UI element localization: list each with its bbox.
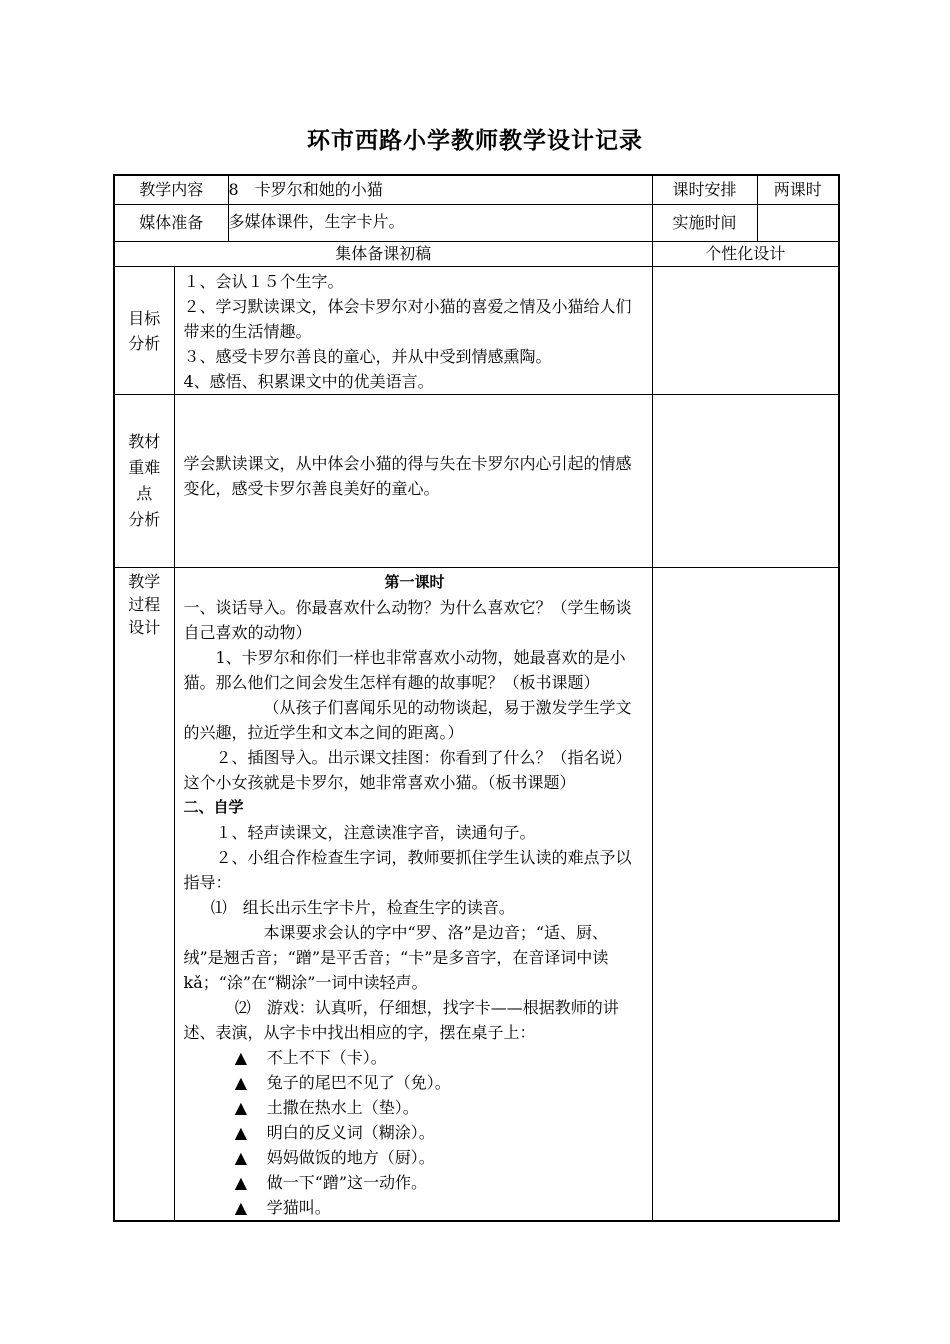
time-value <box>757 205 839 242</box>
bullet-text: 不上不下（卡）。 <box>266 1048 387 1067</box>
process-label-line: 设计 <box>128 618 161 637</box>
bullet-item <box>184 1120 646 1145</box>
header-row-content <box>114 175 839 205</box>
content-value: 8 卡罗尔和她的小猫 <box>228 175 652 205</box>
difficulty-text: 学会默读课文，从中体会小猫的得与失在卡罗尔内心引起的情感变化，感受卡罗尔善良美好的童心。 <box>183 454 632 498</box>
process-paragraph: 本课要求会认的字中“罗、洛”是边音；“适、厨、绒”是翘舌音；“蹭”是平舌音；“卡”是多音字，在音译词中读 kǎ；“涂”在“糊涂”一词中读轻声。 <box>183 923 609 992</box>
lesson-record-table <box>113 174 840 1222</box>
bullet-text: 土撒在热水上（垫）。 <box>266 1098 419 1117</box>
difficulty-content <box>174 395 652 568</box>
media-label: 媒体准备 <box>114 205 228 242</box>
difficulty-label-line: 重难 <box>128 458 161 477</box>
bullet-item <box>184 1045 646 1070</box>
lesson-title: 第一课时 <box>384 573 445 591</box>
goal-label <box>114 267 174 395</box>
bullet-text: 妈妈做饭的地方（厨）。 <box>266 1148 435 1167</box>
bullet-item <box>184 1070 646 1095</box>
process-paragraph: （从孩子们喜闻乐见的动物谈起，易于激发学生学文的兴趣，拉近学生和文本之间的距离。） <box>183 698 632 742</box>
process-label-line: 教学 <box>128 572 161 591</box>
personal-heading: 个性化设计 <box>652 242 839 267</box>
process-paragraph: 1、卡罗尔和你们一样也非常喜欢小动物，她最喜欢的是小猫。那么他们之间会发生怎样有趣的故事呢？（板书课题） <box>183 648 626 692</box>
goal-personal-cell <box>652 267 839 395</box>
collective-heading: 集体备课初稿 <box>114 242 652 267</box>
bullet-item <box>184 1170 646 1195</box>
bullet-item <box>184 1145 646 1170</box>
difficulty-label-line: 点 <box>136 484 153 503</box>
triangle-icon: ▲ <box>234 1048 247 1067</box>
triangle-icon: ▲ <box>234 1173 247 1192</box>
process-row <box>114 568 839 1222</box>
header-row-media <box>114 205 839 242</box>
goal-content <box>174 267 652 395</box>
difficulty-personal-cell <box>652 395 839 568</box>
schedule-value: 两课时 <box>757 175 839 205</box>
difficulty-label <box>114 395 174 568</box>
bullet-item <box>184 1095 646 1120</box>
media-value: 多媒体课件，生字卡片。 <box>228 205 652 242</box>
bullet-text: 兔子的尾巴不见了（免）。 <box>266 1073 451 1092</box>
goal-item: ２、学习默读课文，体会卡罗尔对小猫的喜爱之情及小猫给人们带来的生活情趣。 <box>183 297 632 341</box>
process-subitem: ⑵ 游戏：认真听，仔细想，找字卡——根据教师的讲述、表演，从字卡中找出相应的字，摆在桌子上： <box>183 998 619 1042</box>
section-heading: 一、谈话导入。你最喜欢什么动物？为什么喜欢它？（学生畅谈自己喜欢的动物） <box>183 598 632 642</box>
process-paragraph: ２、插图导入。出示课文挂图：你看到了什么？（指名说）这个小女孩就是卡罗尔，她非常喜欢小猫。（板书课题） <box>183 748 632 792</box>
triangle-icon: ▲ <box>234 1148 247 1167</box>
difficulty-label-line: 教材 <box>128 432 161 451</box>
schedule-label: 课时安排 <box>652 175 757 205</box>
triangle-icon: ▲ <box>234 1123 247 1142</box>
difficulty-row <box>114 395 839 568</box>
column-heading-row <box>114 242 839 267</box>
goal-item: ３、感受卡罗尔善良的童心，并从中受到情感熏陶。 <box>183 347 552 366</box>
content-label: 教学内容 <box>114 175 228 205</box>
goal-label-line: 分析 <box>128 333 161 353</box>
process-label <box>114 568 174 1222</box>
bullet-item <box>184 1195 646 1220</box>
process-paragraph: １、轻声读课文，注意读准字音，读通句子。 <box>215 823 536 842</box>
process-paragraph: ２、小组合作检查生字词，教师要抓住学生认读的难点予以指导： <box>183 848 632 892</box>
goal-row <box>114 267 839 395</box>
process-personal-cell <box>652 568 839 1222</box>
process-label-line: 过程 <box>128 595 161 614</box>
process-subitem: ⑴ 组长出示生字卡片，检查生字的读音。 <box>210 898 515 917</box>
goal-label-line: 目标 <box>128 308 161 328</box>
bullet-text: 学猫叫。 <box>266 1198 331 1217</box>
goal-item: １、会认１５个生字。 <box>183 272 344 291</box>
triangle-icon: ▲ <box>234 1198 247 1217</box>
triangle-icon: ▲ <box>234 1098 247 1117</box>
goal-item: 4、感悟、积累课文中的优美语言。 <box>183 372 434 391</box>
bullet-text: 明白的反义词（糊涂）。 <box>266 1123 435 1142</box>
section-heading: 二、自学 <box>183 798 244 816</box>
difficulty-label-line: 分析 <box>128 510 161 529</box>
triangle-icon: ▲ <box>234 1073 247 1092</box>
bullet-text: 做一下“蹭”这一动作。 <box>266 1173 428 1192</box>
process-content <box>174 568 652 1222</box>
document-title: 环市西路小学教师教学设计记录 <box>307 128 643 154</box>
time-label: 实施时间 <box>652 205 757 242</box>
